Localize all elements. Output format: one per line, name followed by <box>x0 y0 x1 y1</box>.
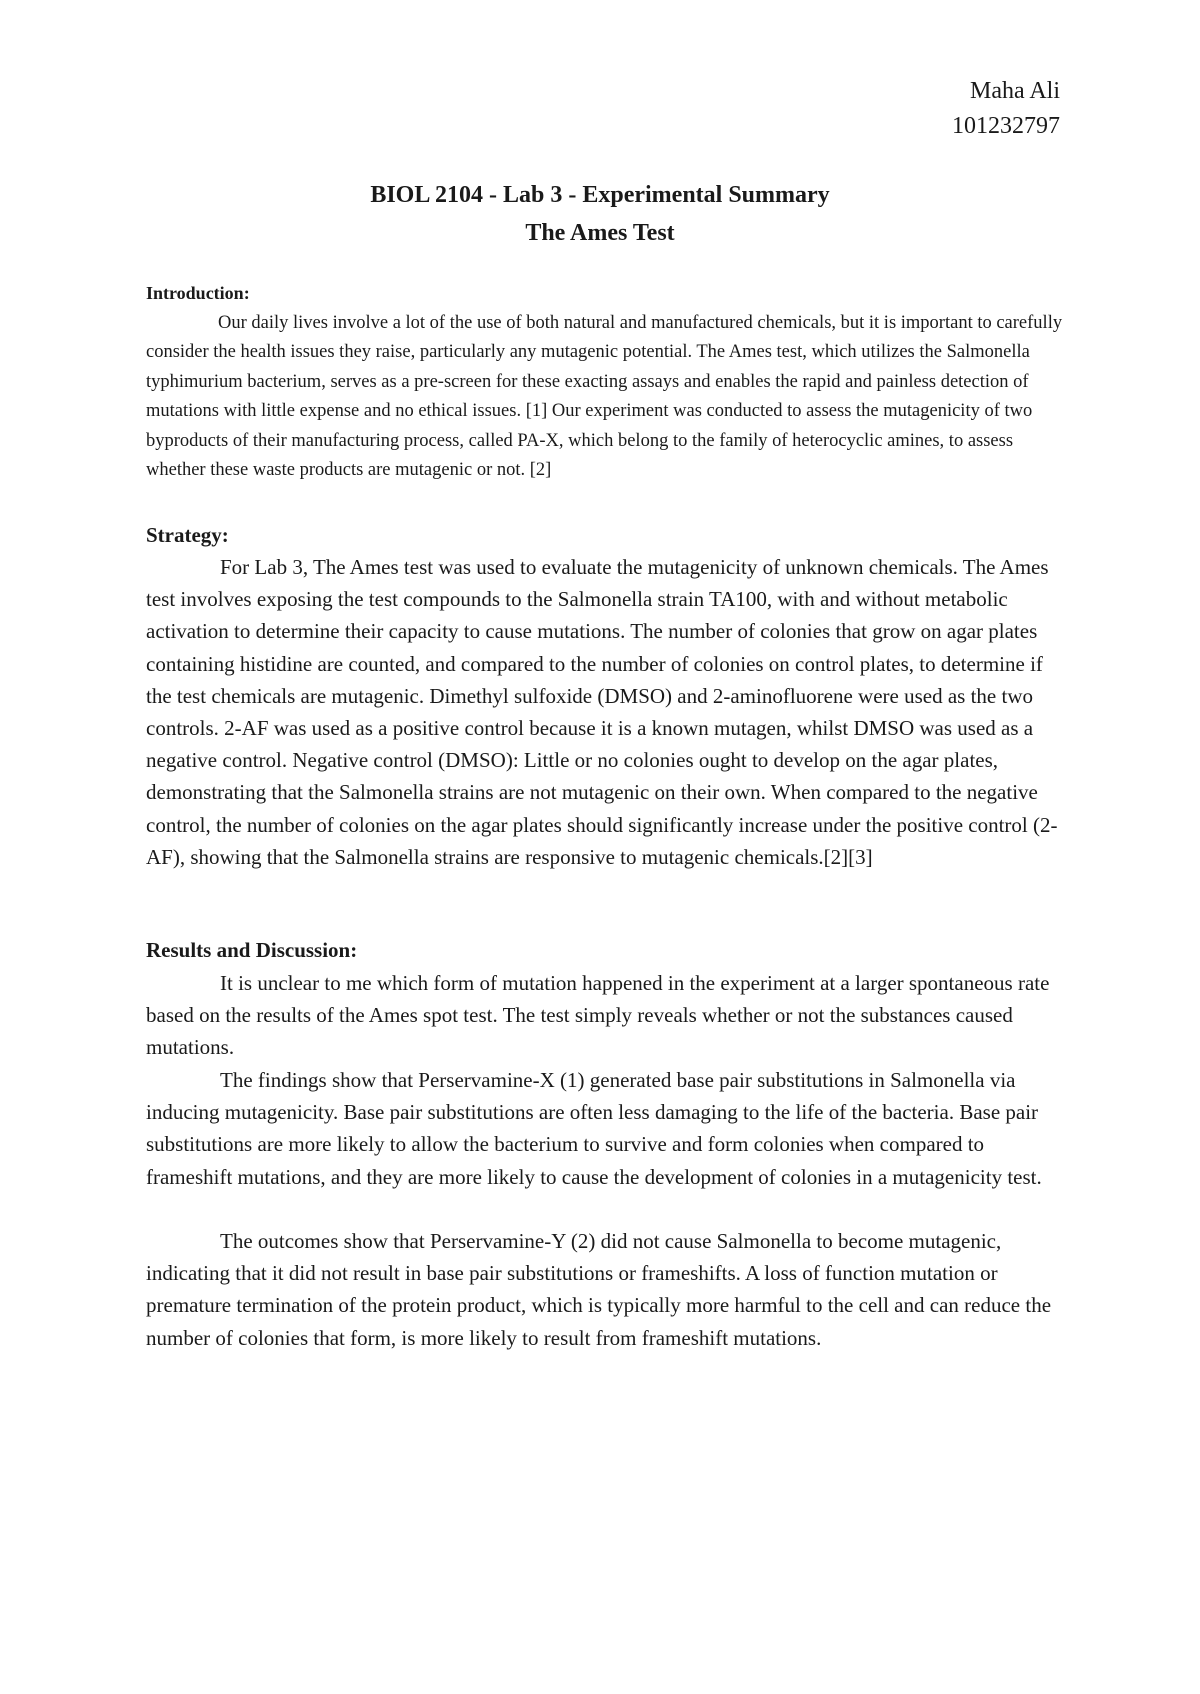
strategy-heading: Strategy: <box>146 523 229 547</box>
author-name: Maha Ali <box>970 78 1060 104</box>
author-block <box>952 74 1060 144</box>
results-heading: Results and Discussion: <box>146 938 358 962</box>
strategy-paragraph: For Lab 3, The Ames test was used to evaluate the mutagenicity of unknown chemicals. The Ames test involves exposing the test compounds to the Salmonella strain TA100, with and without metabolic activation to determine their capacity to cause mutations. The number of colonies that grow on agar plates containing histidine are counted, and compared to the number of colonies on control plates, to determine if the test chemicals are mutagenic. Dimethyl sulfoxide (DMSO) and 2-aminofluorene were used as the two controls. 2-AF was used as a positive control because it is a known mutagen, whilst DMSO was used as a negative control. Negative control (DMSO): Little or no colonies ought to develop on the agar plates, demonstrating that the Salmonella strains are not mutagenic on their own. When compared to the negative control, the number of colonies on the agar plates should significantly increase under the positive control (2-AF), showing that the Salmonella strains are responsive to mutagenic chemicals.[2][3] <box>146 555 1058 869</box>
student-id: 101232797 <box>952 113 1060 139</box>
title-line-topic: The Ames Test <box>525 220 675 246</box>
results-paragraph-1: It is unclear to me which form of mutation happened in the experiment at a larger spontaneous rate based on the results of the Ames spot test. The test simply reveals whether or not the substances caused mutations. <box>146 971 1050 1060</box>
document-title <box>0 176 1200 252</box>
introduction-heading: Introduction: <box>146 283 250 303</box>
results-paragraph-2: The findings show that Perservamine-X (1) generated base pair substitutions in Salmonella via inducing mutagenicity. Base pair substitutions are often less damaging to the life of the bacteria. Base pair substitutions are more likely to allow the bacterium to survive and form colonies when compared to frameshift mutations, and they are more likely to cause the development of colonies in a mutagenicity test. <box>146 1068 1042 1189</box>
introduction-paragraph: Our daily lives involve a lot of the use of both natural and manufactured chemicals, but it is important to carefully consider the health issues they raise, particularly any mutagenic potential. The Ames test, which utilizes the Salmonella typhimurium bacterium, serves as a pre-screen for these exacting assays and enables the rapid and painless detection of mutations with little expense and no ethical issues. [1] Our experiment was conducted to assess the mutagenicity of two byproducts of their manufacturing process, called PA-X, which belong to the family of heterocyclic amines, to assess whether these waste products are mutagenic or not. [2] <box>146 313 1063 481</box>
results-paragraph-3: The outcomes show that Perservamine-Y (2) did not cause Salmonella to become mutagenic, indicating that it did not result in base pair substitutions or frameshifts. A loss of function mutation or premature termination of the protein product, which is typically more harmful to the cell and can reduce the number of colonies that form, is more likely to result from frameshift mutations. <box>146 1229 1052 1350</box>
title-line-course: BIOL 2104 - Lab 3 - Experimental Summary <box>370 182 830 208</box>
